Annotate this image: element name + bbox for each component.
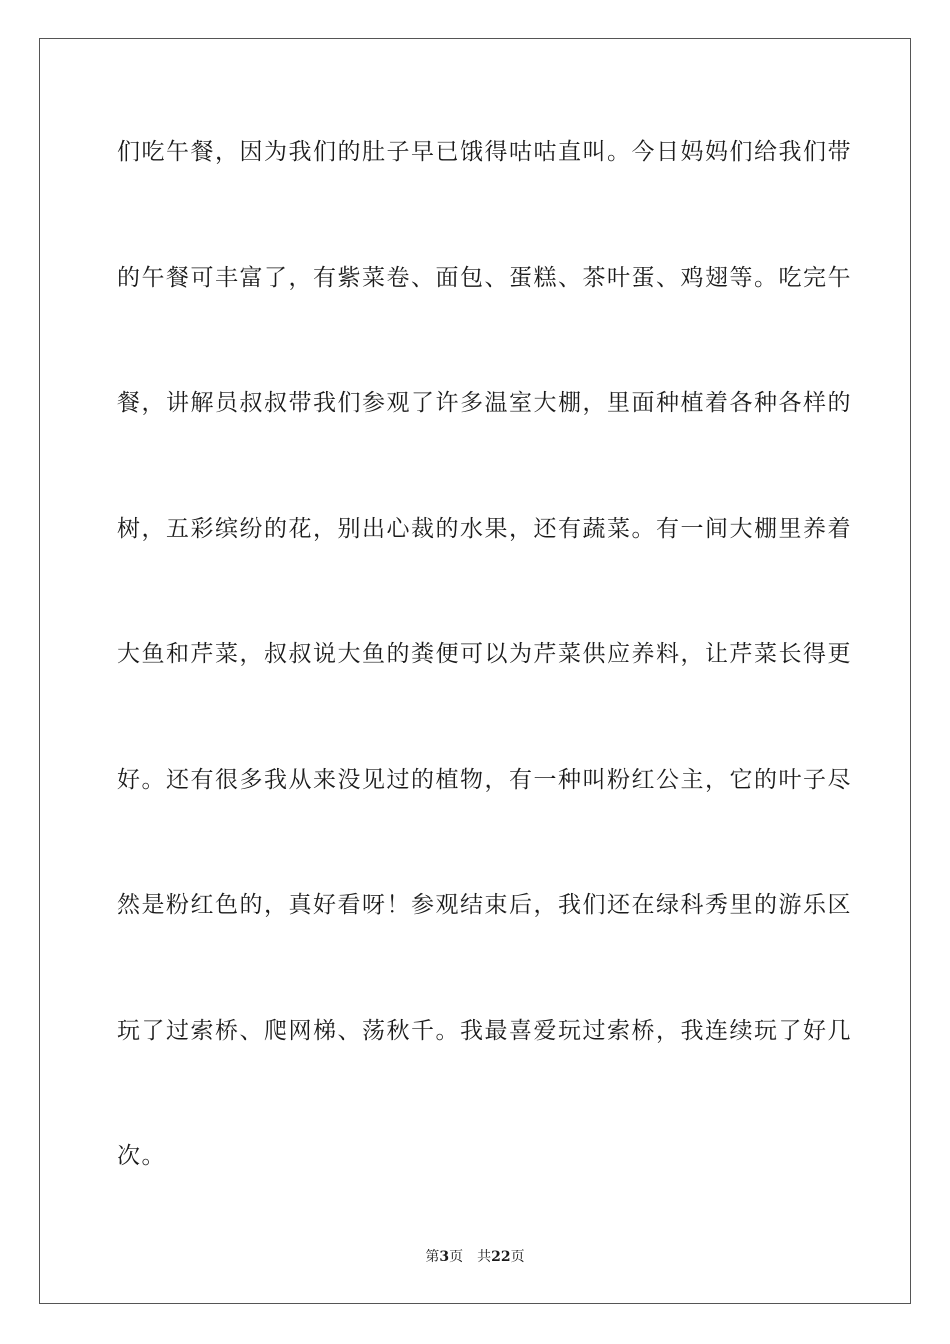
body-line-3: 餐，讲解员叔叔带我们参观了许多温室大棚，里面种植着各种各样的 [117,390,852,416]
page-number: 3 [439,1249,450,1265]
total-suffix: 页 [510,1249,525,1265]
body-line-8: 玩了过索桥、爬网梯、荡秋千。我最喜爱玩过索桥，我连续玩了好几 [117,1017,852,1044]
body-line-9: 次。 [117,1143,166,1169]
page-prefix: 第 [425,1249,440,1265]
body-line-2: 的午餐可丰富了，有紫菜卷、面包、蛋糕、茶叶蛋、鸡翅等。吃完午 [117,264,852,291]
body-line-4: 树，五彩缤纷的花，别出心裁的水果，还有蔬菜。有一间大棚里养着 [117,515,852,542]
body-line-7: 然是粉红色的，真好看呀！参观结束后，我们还在绿科秀里的游乐区 [117,892,852,918]
total-pages: 22 [491,1249,511,1265]
body-line-5: 大鱼和芹菜，叔叔说大鱼的粪便可以为芹菜供应养料，让芹菜长得更 [117,641,852,667]
page-footer [0,1246,950,1266]
page-suffix: 页 [449,1249,464,1265]
total-prefix: 共 [477,1249,492,1265]
body-line-6: 好。还有很多我从来没见过的植物，有一种叫粉红公主，它的叶子尽 [117,766,852,793]
document-body [117,128,852,1258]
body-line-1: 们吃午餐，因为我们的肚子早已饿得咕咕直叫。今日妈妈们给我们带 [117,139,852,165]
